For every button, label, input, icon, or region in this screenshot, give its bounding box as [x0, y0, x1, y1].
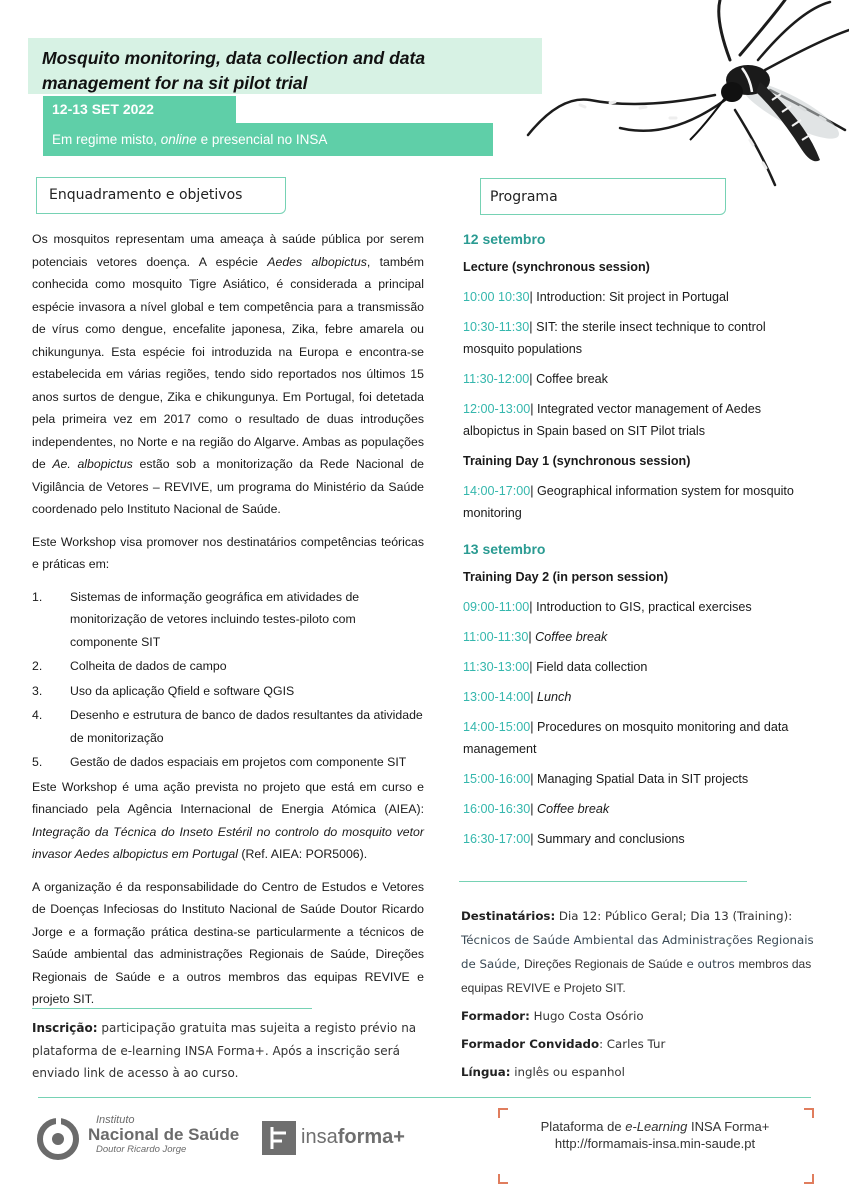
schedule-item — [463, 798, 813, 820]
schedule-group — [463, 480, 813, 524]
schedule-title: Summary and conclusions — [537, 832, 685, 846]
schedule-time: 10:30-11:30 — [463, 320, 530, 334]
forma-logo-text: insaforma+ — [301, 1126, 405, 1148]
objective-number: 5. — [32, 755, 43, 769]
organization-paragraph: A organização é da responsabilidade do Centro de Estudos e Vetores de Doenças Infeciosas do Instituto Nacional de Saúde Doutor Ricardo Jorge e a formação prática destina-se particularmente a técnicos de Saúde ambiental das administrações Regionais de Saúde, Direções Regionais de Saúde e a outros membros das equipas REVIVE e projeto SIT. — [32, 879, 424, 1006]
schedule-group — [463, 286, 813, 442]
schedule-item — [463, 316, 813, 360]
lingua: Língua: inglês ou espanhol — [461, 1065, 625, 1079]
schedule-separator: | — [529, 600, 537, 614]
schedule-separator: | — [530, 720, 538, 734]
frame-corner-tr — [804, 1108, 814, 1118]
schedule-title: | Coffee break — [529, 372, 608, 386]
objective-text: Desenho e estrutura de banco de dados resultantes da atividade de monitorização — [70, 708, 423, 745]
objective-number: 4. — [32, 708, 43, 722]
day-heading: 13 setembro — [463, 541, 546, 557]
schedule-time: 10:00 10:30 — [463, 290, 530, 304]
objectives-list — [32, 586, 424, 774]
objective-text: Colheita de dados de campo — [70, 659, 227, 673]
objective-item — [32, 586, 424, 654]
schedule-title: Coffee break — [537, 802, 610, 816]
objectives-intro: Este Workshop visa promover nos destinatários competências teóricas e práticas em: — [32, 534, 424, 571]
schedule-separator: | — [530, 772, 538, 786]
frame-corner-tl — [498, 1108, 508, 1118]
schedule-time: 11:00-11:30 — [463, 630, 529, 644]
schedule-title: Lunch — [537, 690, 572, 704]
section-title-enquadramento: Enquadramento e objetivos — [49, 187, 243, 203]
schedule-separator: | — [529, 660, 537, 674]
intro-paragraph: Os mosquitos representam uma ameaça à saúde pública por serem potenciais vetores doença. A espécie Aedes albopictus, também conhecida como mosquito Tigre Asiático, é considerada a principal espécie invasora a nível global e tem competência para a transmissão de vírus como dengue, encefalite japonesa, Zika, febre amarela ou chikungunya. Esta espécie foi introduzida na Europa e encontra-se estabelecida em várias regiões, tendo sido reportados nos últimos 15 anos surtos de dengue, Zika e chikungunya. Em Portugal, foi detetada pela primeira vez em 2017 como o resultado de duas introduções independentes, no Norte e na região do Algarve. Ambas as populações de Ae. albopictus estão sob a monitorização da Rede Nacional de Vigilância de Vetores – REVIVE, um programa do Ministério da Saúde coordenado pelo Instituto Nacional de Saúde. — [32, 232, 424, 516]
event-mode: Em regime misto, online e presencial no INSA — [52, 132, 328, 147]
objective-text: Sistemas de informação geográfica em atividades de monitorização de vetores incluindo testes-piloto com componente SIT — [70, 589, 360, 649]
schedule-item — [463, 398, 813, 442]
destinatarios: Destinatários: Dia 12: Público Geral; Dia 13 (Training): Técnicos de Saúde Ambiental das Administrações Regionais de Saúde, Direções Regionais de Saúde e outros membros das equipas REVIVE e Projeto SIT. — [461, 909, 814, 995]
schedule-item — [463, 768, 813, 790]
objective-item — [32, 680, 424, 703]
left-divider — [32, 1008, 312, 1009]
session-heading: Lecture (synchronous session) — [463, 260, 650, 274]
info-block — [461, 904, 816, 1088]
objective-item — [32, 704, 424, 749]
objective-item — [32, 655, 424, 678]
schedule-item — [463, 656, 813, 678]
forma-logo-icon — [262, 1121, 296, 1155]
mosquito-illustration — [520, 0, 849, 200]
schedule-time: 14:00-17:00 — [463, 484, 531, 498]
right-divider — [459, 881, 747, 882]
schedule-title: Managing Spatial Data in SIT projects — [537, 772, 749, 786]
schedule-title: | Geographical information system for mosquito monitoring — [463, 484, 794, 520]
schedule-title: | Introduction: Sit project in Portugal — [529, 290, 729, 304]
platform-info — [500, 1118, 810, 1152]
schedule-item — [463, 626, 813, 648]
session-heading: Training Day 1 (synchronous session) — [463, 454, 691, 468]
schedule-separator: | — [530, 802, 538, 816]
schedule-time: 15:00-16:00 — [463, 772, 531, 786]
schedule-item — [463, 286, 813, 308]
objective-item — [32, 751, 424, 774]
schedule-title: Coffee break — [535, 630, 608, 644]
schedule-separator: | — [528, 630, 536, 644]
schedule-time: 12:00-13:00 — [463, 402, 531, 416]
schedule-time: 11:30-12:00 — [463, 372, 530, 386]
schedule-title: Introduction to GIS, practical exercises — [536, 600, 752, 614]
schedule-item — [463, 716, 813, 760]
page-title: Mosquito monitoring, data collection and data management for na sit pilot trial — [42, 48, 426, 93]
program-block — [463, 228, 813, 858]
schedule-time: 13:00-14:00 — [463, 690, 531, 704]
schedule-title: Field data collection — [536, 660, 648, 674]
schedule-group — [463, 596, 813, 850]
schedule-time: 16:30-17:00 — [463, 832, 531, 846]
left-body — [32, 228, 424, 1021]
schedule-time: 16:00-16:30 — [463, 802, 531, 816]
project-paragraph: Este Workshop é uma ação prevista no projeto que está em curso e financiado pela Agência Internacional de Energia Atómica (AIEA): Integração da Técnica do Inseto Estéril no controlo do mosquito vetor invasor Aedes albopictus em Portugal (Ref. AIEA: POR5006). — [32, 779, 424, 861]
insa-logo-icon — [37, 1118, 79, 1160]
schedule-item — [463, 828, 813, 850]
footer-divider — [38, 1097, 811, 1098]
event-dates: 12-13 SET 2022 — [52, 101, 154, 117]
schedule-title: | Integrated vector management of Aedes albopictus in Spain based on SIT Pilot trials — [463, 402, 762, 438]
insa-logo-text: Instituto Nacional de Saúde Doutor Ricardo Jorge — [88, 1114, 240, 1155]
inscricao-block: Inscrição: participação gratuita mas sujeita a registo prévio na plataforma de e-learning INSA Forma+. Após a inscrição será enviado link de acesso à ao curso. — [32, 1021, 417, 1080]
schedule-item — [463, 480, 813, 524]
objective-number: 1. — [32, 589, 43, 604]
objective-text: Gestão de dados espaciais em projetos com componente SIT — [70, 755, 407, 769]
session-heading: Training Day 2 (in person session) — [463, 570, 669, 584]
objective-number: 2. — [32, 659, 43, 673]
formador-convidado: Formador Convidado: Carles Tur — [461, 1037, 666, 1051]
schedule-time: 09:00-11:00 — [463, 600, 530, 614]
objective-number: 3. — [32, 683, 43, 698]
schedule-title: Procedures on mosquito monitoring and data management — [463, 720, 789, 756]
platform-line: Plataforma de e-Learning INSA Forma+ — [540, 1119, 770, 1134]
schedule-separator: | — [530, 690, 538, 704]
formador: Formador: Hugo Costa Osório — [461, 1009, 644, 1023]
schedule-title: | SIT: the sterile insect technique to control mosquito populations — [463, 320, 766, 356]
frame-corner-bl — [498, 1174, 508, 1184]
day-heading: 12 setembro — [463, 231, 546, 247]
schedule-separator: | — [530, 832, 538, 846]
schedule-time: 11:30-13:00 — [463, 660, 530, 674]
frame-corner-br — [804, 1174, 814, 1184]
schedule-item — [463, 596, 813, 618]
schedule-time: 14:00-15:00 — [463, 720, 531, 734]
objective-text: Uso da aplicação Qfield e software QGIS — [70, 683, 295, 698]
schedule-item — [463, 686, 813, 708]
schedule-item — [463, 368, 813, 390]
section-title-programa: Programa — [490, 189, 558, 205]
platform-url[interactable]: http://formamais-insa.min-saude.pt — [554, 1136, 756, 1151]
